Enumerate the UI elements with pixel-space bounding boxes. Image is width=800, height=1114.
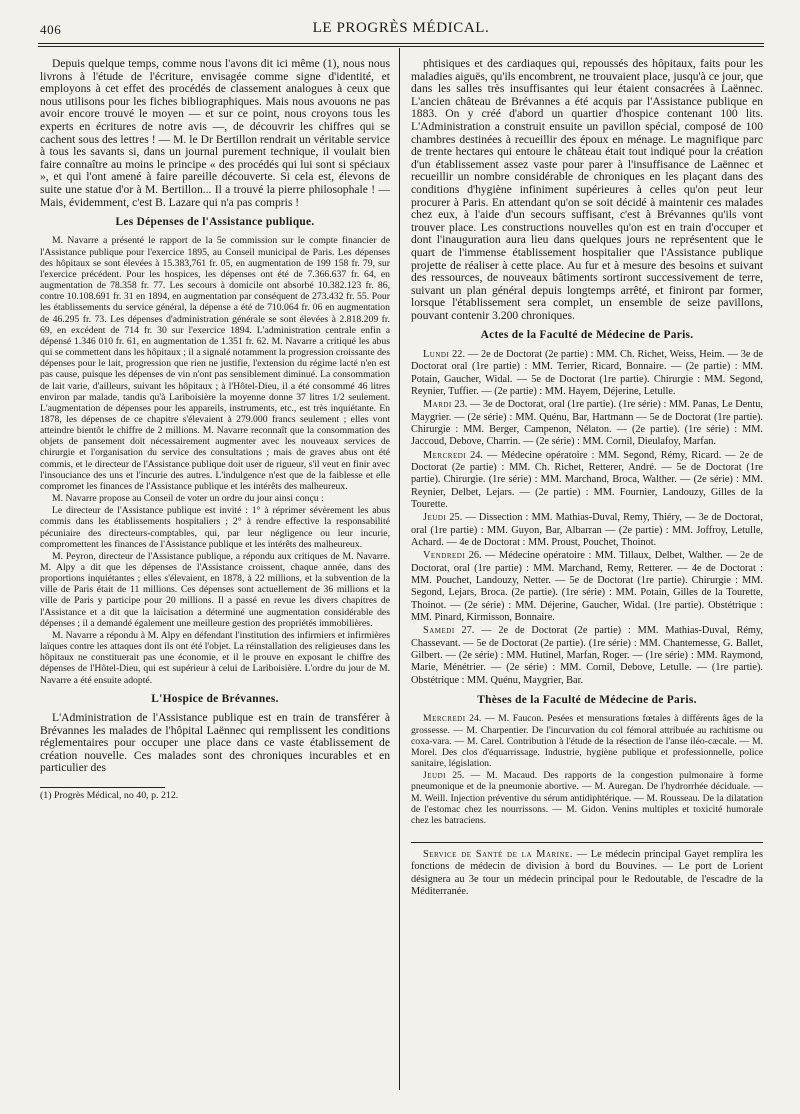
- service-rule: [411, 842, 763, 843]
- paragraph-ordre-text: Le directeur de l'Assistance publique est invité : 1° à réprimer sévèrement les abus commis dans les établissements hospitaliers ; 2° à rendre effective la responsabilité pécuniaire des directeurs-comptables, qui, par leur négligence ou leur incurie, compromettent les finances de l'Assistance publique et les intérêts des malheureux.: [40, 505, 390, 550]
- right-column: [411, 58, 763, 899]
- paragraph-brevannes-cont: phtisiques et des cardiaques qui, repoussés des hôpitaux, faits pour les maladies aiguës, qu'ils encombrent, ne trouvaient place, jusqu'à ce jour, que dans les salles très insuffisantes qui leur étaient consacrées à Laënnec. L'ancien château de Brévannes a été acquis par l'Assistance publique en 1883. On y créé d'abord un quartier d'hospice contenant 100 lits. L'Administration a construit ensuite un pavillon spécial, composé de 100 chambres destinées à recueillir des époux en ménage. Le magnifique parc de trente hectares qui entoure le château était tout indiqué pour la création d'un établissement assez vaste pour parer à l'insuffisance de Laënnec et recueillir un nombre considérable de chroniques en les plaçant dans des conditions d'hygiène infiniment supérieures à celles qu'on peut leur procurer à Paris. En attendant qu'on se soit décidé à maintenir ces malades chez eux, à l'aide d'un secours suffisant, c'est à Brévannes qu'ils vont trouver place. Les constructions nouvelles qu'on est en train d'occuper et dont l'inauguration aura lieu dans quelques jours ne représentent que le quart de l'immense établissement hospitalier que l'Assistance publique projette de réaliser à cette place. Au fur et à mesure des besoins et suivant des ressources, de nouveaux bâtiments sortiront successivement de terre, suivant un plan général depuis longtemps arrêté, et finiront par former, lorsque l'établissement sera complet, un ensemble de seize pavillons, pouvant contenir 3.200 chroniques.: [411, 57, 763, 322]
- theses-text: 24. — M. Faucon. Pesées et mensurations fœtales à différents âges de la grossesse. — M. Charpentier. De l'incurvation du col fémoral attribuée au rachitisme ou coxa-vara. — M. Carel. Contribution à l'étude de la résection de l'anse iléo-cæcale. — M. Morel. Des clos d'équarrissage. Industrie, hygiène publique et professionnelle, police sanitaire, législation.: [411, 713, 763, 770]
- theses-entry: [411, 713, 763, 769]
- paragraph-navarre-reply: M. Navarre a répondu à M. Alpy en défendant l'institution des infirmiers et infirmières laïques contre les attaques dont ils ont été l'objet. La réinstallation des religieuses dans les hôpitaux ne constituerait pas une économie, et il le prouve en exposant le chiffre des dépenses de l'Hôtel-Dieu, qui est supérieur à celui de Lariboisière. L'ordre du jour de M. Navarre a été ensuite adopté.: [40, 629, 390, 686]
- actes-text: 27. — 2e de Doctorat (2e partie) : MM. Mathias-Duval, Rémy, Chassevant. — 5e de Doctorat (2e partie). (1re série) : MM. Chantemesse, G. Ballet, Gilbert. — (2e série) : MM. Hutinel, Marfan, Roger. — (1re série) : MM. Raymond, Marie, Ménétrier. — (2e série) : MM. Cornil, Debove, Letulle. — (1re partie). Obstétrique : MM. Quénu, Maygrier, Bar.: [411, 625, 763, 686]
- paragraph-brevannes-start: L'Administration de l'Assistance publique est en train de transférer à Brévannes les malades de l'hôpital Laënnec qui remplissent les conditions réglementaires pour occuper une place dans ce vaste établissement de création nouvelle. Ces malades sont des chroniques incurables et en particulier des: [40, 711, 390, 775]
- paragraph-rapport: M. Navarre a présenté le rapport de la 5e commission sur le compte financier de l'Assistance publique pour l'exercice 1895, au Conseil municipal de Paris. Les dépenses des hôpitaux se sont élevées à 15.383,761 fr. 05, en augmentation de 199 158 fr. 79, sur l'exercice précédent. Pour les hospices, les dépenses ont été de 7.366.637 fr. 64, en augmentation de 78.358 fr. 77. Les secours à domicile ont absorbé 10.382.123 fr. 86, contre 10.108.691 fr. 31 en 1894, en augmentation par conséquent de 273.432 fr. 55. Pour les établissements du service général, la dépense a été de 710.064 fr. 06 en augmentation de 46.295 fr. 73. Les dépenses d'administration générale se sont élevées à 2.818.209 fr. 69, en excédent de 714 fr. 30 sur l'exercice 1894. L'administration centrale enfin a dépensé 1.346 010 fr. 61, en augmentation de 1.351 fr. 62. M. Navarre a critiqué les abus qui se commettent dans les hôpitaux ; il a signalé notamment la progression croissante des dépenses pour le lait, progression que rien ne justifie, l'extension du régime lacté n'en est pas cause, puisque les dépenses de vin n'ont pas sensiblement diminué. La consommation de lait varie, d'ailleurs, suivant les hôpitaux ; à l'Hôtel-Dieu, il a été consommé 46 litres environ par malade, tandis qu'à Lariboisière la moyenne donne 37 litres 1/2 seulement. L'augmentation de dépenses pour les appareils, instruments, etc., est très inquiétante. En 1878, les dépenses de ce chapitre s'élevaient à 279.000 francs seulement ; elles vont atteindre bientôt le chiffre de 2 millions. M. Navarre reconnaît que la consommation des objets de pansement doit nécessairement augmenter avec les nouveaux services de chirurgie et l'organisation du service des consultations ; mais de graves abus ont été commis, et le directeur de l'Assistance publique doit user de rigueur, s'il veut en finir avec l'insouciance des uns et l'incurie des autres. L'indulgence n'est que de la faiblesse et elle compromet les finances de l'Assistance publique et les intérêts des malheureux.: [40, 235, 390, 492]
- actes-day: Lundi: [423, 348, 450, 360]
- actes-text: 22. — 2e de Doctorat (2e partie) : MM. Ch. Richet, Weiss, Heim. — 3e de Doctorat oral (1re partie) : MM. Terrier, Ricard, Bonnaire. — (2e partie) : MM. Potain, Gaucher, Widal. — 5e de Doctorat (1re partie). Chirurgie : MM. Segond, Reynier, Tuffier. — (2e partie) : MM. Hayem, Déjerine, Letulle.: [411, 348, 763, 397]
- actes-day: Vendredi: [423, 550, 466, 562]
- actes-day: Mercredi: [423, 449, 467, 461]
- journal-title: LE PROGRÈS MÉDICAL.: [312, 20, 490, 36]
- actes-text: 26. — Médecine opératoire : MM. Tillaux, Delbet, Walther. — 2e de Doctorat, oral (1re partie) : MM. Marchand, Remy, Retterer. — 4e de Doctorat : MM. Pouchet, Landouzy, Netter. — 5e de Doctorat (1re partie). Chirurgie : MM. Segond, Lejars, Broca. (2e partie). (1re série) : MM. Potain, Gilles de la Tourette, Thoinot. — (2e série) : MM. Déjerine, Gaucher, Widal. (1re partie). Obstétrique : MM. Pinard, Kirmisson, Bonnaire.: [411, 550, 763, 624]
- actes-list: [411, 349, 763, 687]
- actes-entry: [411, 550, 763, 624]
- service-title: Service de Santé de la Marine.: [423, 849, 573, 860]
- heading-depenses: Les Dépenses de l'Assistance publique.: [115, 216, 315, 229]
- actes-text: 24. — Médecine opératoire : MM. Segond, Rémy, Ricard. — 2e de Doctorat (2e partie) : MM. Ch. Richet, Retterer, André. — 5e de Doctorat (1re partie). Chirurgie. (1re série) : MM. Marchand, Broca, Walther. — (2e série) : MM. Reynier, Delbet, Lejars. — (2e partie) : MM. Fournier, Landouzy, Gilles de la Tourette.: [411, 449, 763, 510]
- theses-entry: [411, 770, 763, 826]
- header-rule-thin: [38, 46, 764, 47]
- heading-theses: Thèses de la Faculté de Médecine de Paris.: [477, 694, 697, 707]
- paragraph-ordre-du-jour: M. Navarre propose au Conseil de voter un ordre du jour ainsi conçu :: [52, 493, 324, 505]
- theses-day: Jeudi: [423, 770, 446, 782]
- heading-actes: Actes de la Faculté de Médecine de Paris.: [480, 329, 694, 342]
- section-depenses: [40, 235, 390, 685]
- heading-hospice: L'Hospice de Brévannes.: [151, 692, 279, 705]
- footnote-rule: [40, 787, 165, 788]
- column-divider: [399, 48, 400, 1090]
- theses-day: Mercredi: [423, 713, 466, 725]
- actes-day: Samedi: [423, 625, 455, 637]
- footnote: (1) Progrès Médical, no 40, p. 212.: [40, 790, 179, 802]
- paragraph-peyron: M. Peyron, directeur de l'Assistance publique, a répondu aux critiques de M. Navarre. M. Alpy a dit que les dépenses de l'Assistance croissent, chaque année, dans des proportions inquiétantes ; elles s'élevaient, en 1878, à 22 millions, et la subvention de la ville de Paris était de 11 millions. Ces dépenses sont actuellement de 36 millions et la ville de Paris y participe pour 20 millions. Il a passé en revue les divers chapitres de l'Assistance et a dit que la laïcisation a déterminé une augmentation considérable des dépenses ; il a demandé également une meilleure gestion des propriétés immobilières.: [40, 550, 390, 629]
- paragraph-identity: Depuis quelque temps, comme nous l'avons dit ici même (1), nous nous livrons à l'étude de l'écriture, envisagée comme signe d'identité, et employons à cet effet des procédés de classement analogues à ceux que nous utilisons pour les fiches bibliographiques. Mais nous avouons ne pas avoir encore trouvé le moyen — et sur ce point, nous croyons tous les experts en écritures de notre avis —, de découvrir les chiffres qui se cachent sous des lettres ! — M. le Dr Bertillon rendrait un véritable service à tous les savants si, dans un journal purement technique, il voulait bien faire connaître au moins le principe « des procédés qui lui sont si spéciaux », et qui l'ont amené à faire pareille découverte. Si cela est, élevons de suite une statue d'or à M. Bertillon... Il a trouvé la pierre philosophale ! —Mais, évidemment, c'est B. Lazare qui n'a pas compris !: [40, 57, 390, 209]
- actes-entry: [411, 399, 763, 448]
- actes-text: 23. — 3e de Doctorat, oral (1re partie). (1re série) : MM. Panas, Le Dentu, Maygrier. — (2e série) : MM. Quénu, Bar, Hartmann — 5e de Doctorat (1re partie). Chirurgie : MM. Berger, Campenon, Nélaton. — (2e partie). (1re série) : MM. Jaccoud, Debove, Charrin. — (2e série) : MM. Cornil, Dieulafoy, Marfan.: [411, 399, 763, 448]
- actes-entry: [411, 450, 763, 512]
- actes-entry: [411, 349, 763, 398]
- service-text: — Le médecin principal Gayet remplira les fonctions de médecin de division à bord du Bouvines. — Le port de Lorient désignera au 3e tour un médecin principal pour le Redoutable, de l'escadre de la Méditerranée.: [411, 849, 763, 898]
- theses-text: 25. — M. Macaud. Des rapports de la congestion pulmonaire à forme pneumonique et de la pneumonie abortive. — M. Auregan. De l'hydrorrhée déciduale. — M. Weill. Injection préventive du sérum antidiphtérique. — M. Rousseau. De la dilatation de l'estomac chez les nourrissons. — M. Gidon. Venins multiples et toxicité humorale chez les batraciens.: [411, 770, 764, 826]
- actes-entry: [411, 625, 763, 687]
- actes-day: Mardi: [423, 399, 452, 411]
- page-header: [40, 20, 762, 42]
- page-number: 406: [40, 22, 62, 37]
- theses-list: [411, 713, 763, 826]
- actes-text: 25. — Dissection : MM. Mathias-Duval, Remy, Thiéry, — 3e de Doctorat, oral (1re partie) : MM. Guyon, Bar, Albarran — (2e partie) : MM. Joffroy, Letulle, Achard. — 4e de Doctorat : MM. Proust, Pouchet, Thoinot.: [411, 512, 763, 548]
- service-paragraph: [411, 849, 763, 898]
- left-column: [40, 58, 390, 803]
- actes-entry: [411, 512, 763, 549]
- actes-day: Jeudi: [423, 512, 447, 524]
- header-rule: [38, 43, 764, 44]
